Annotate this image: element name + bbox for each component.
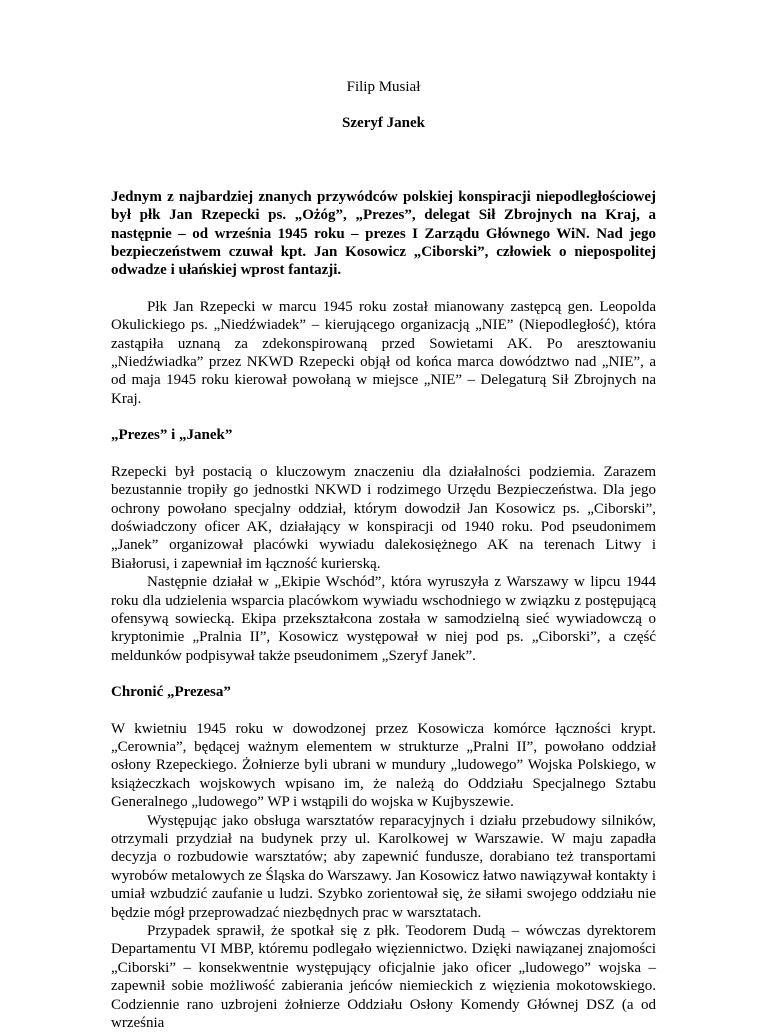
author-name: Filip Musiał <box>346 79 421 95</box>
body-paragraph: W kwietniu 1945 roku w dowodzonej przez Kosowicza komórce łączności krypt. „Cerownia”, będącej ważnym elementem w strukturze „Pralni II”, powołano oddział osłony Rzepeckiego. Żołnierze byli ubrani w mundury „ludowego” Wojska Polskiego, w książeczkach wojskowych wpisano im, że należą do Oddziału Specjalnego Sztabu Generalnego „ludowego” WP i wstąpili do wojska w Kujbyszewie. <box>111 720 656 811</box>
article-title: Szeryf Janek <box>342 115 425 132</box>
body-paragraph: Przypadek sprawił, że spotkał się z płk. Teodorem Dudą – wówczas dyrektorem Departamentu VI MBP, któremu podlegało więziennictwo. Dzięki nawiązanej znajomości „Ciborski” – konsekwentnie występujący oficjalnie jako oficer „ludowego” wojska – zapewnił sobie możliwość zabierania jeńców niemieckich z więzienia mokotowskiego. Codziennie rano uzbrojeni żołnierze Oddziału Osłony Komendy Głównej DSZ (a od września <box>111 923 656 1032</box>
section-heading-chronic-prezesa: Chronić „Prezesa” <box>111 684 231 701</box>
body-paragraph: Rzepecki był postacią o kluczowym znaczeniu dla działalności podziemia. Zarazem bezustannie tropiły go jednostki NKWD i rodzimego Urzędu Bezpieczeństwa. Dla jego ochrony powołano specjalny oddział, którym dowodził Jan Kosowicz ps. „Ciborski”, doświadczony oficer AK, działający w konspiracji od 1940 roku. Pod pseudonimem „Janek” organizował placówki wywiadu dalekosiężnego AK na terenach Litwy i Białorusi, i zapewniał im łączność kurierską. <box>111 463 656 572</box>
document-page <box>111 78 656 1032</box>
lead-paragraph: Jednym z najbardziej znanych przywódców polskiej konspiracji niepodległościowej był płk Jan Rzepecki ps. „Ożóg”, „Prezes”, delegat Sił Zbrojnych na Kraj, a następnie – od września 1945 roku – prezes I Zarządu Głównego WiN. Nad jego bezpieczeństwem czuwał kpt. Jan Kosowicz „Ciborski”, człowiek o niepospolitej odwadze i ułańskiej wprost fantazji. <box>111 188 656 279</box>
body-paragraph: Następnie działał w „Ekipie Wschód”, która wyruszyła z Warszawy w lipcu 1944 roku dla udzielenia wsparcia placówkom wywiadu wschodniego w związku z postępującą ofensywą sowiecką. Ekipa przekształcona została w samodzielną sieć wywiadowczą o kryptonimie „Pralnia II”, Kosowicz występował w niej pod ps. „Ciborski”, a część meldunków podpisywał także pseudonimem „Szeryf Janek”. <box>111 574 656 664</box>
intro-paragraph: Płk Jan Rzepecki w marcu 1945 roku został mianowany zastępcą gen. Leopolda Okulickiego ps. „Niedźwiadek” – kierującego organizacją „NIE” (Niepodległość), która zastąpiła uznaną za zdekonspirowaną przed Sowietami AK. Po aresztowaniu „Niedźwiadka” przez NKWD Rzepecki objął od końca marca dowództwo nad „NIE”, a od maja 1945 roku kierował powołaną w miejsce „NIE” – Delegaturą Sił Zbrojnych na Kraj. <box>111 298 656 407</box>
body-paragraph: Występując jako obsługa warsztatów reparacyjnych i działu przebudowy silników, otrzymali przydział na budynek przy ul. Karolkowej w Warszawie. W maju zapadła decyzja o rozbudowie warsztatów; aby zapewnić fundusze, dorabiano też transportami wyrobów metalowych ze Śląska do Warszawy. Jan Kosowicz łatwo nawiązywał kontakty i umiał wzbudzić zaufanie u ludzi. Szybko zorientował się, że siłami swojego oddziału nie będzie mógł przeprowadzać niezbędnych prac w warsztatach. <box>111 812 656 921</box>
section-heading-prezes-janek: „Prezes” i „Janek” <box>111 427 233 444</box>
